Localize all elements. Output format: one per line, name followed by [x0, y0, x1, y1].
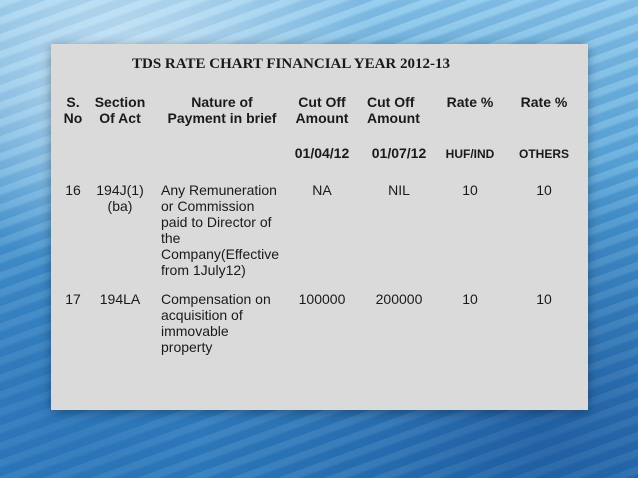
row-17-rate-1: 10 [462, 291, 478, 307]
row-17-section: 194LA [99, 291, 141, 307]
row-16-sno: 16 [65, 182, 81, 198]
header-sno: S. No [63, 94, 83, 126]
row-16-cutoff-2: NIL [388, 182, 410, 198]
chart-title: TDS RATE CHART FINANCIAL YEAR 2012-13 [132, 56, 450, 72]
subheader-rate-1-category: HUF/IND [445, 147, 495, 161]
header-cutoff-2: Cut Off Amount [367, 94, 420, 126]
row-16-nature: Any Remuneration or Commission paid to Director of the Company(Effective from 1July12) [161, 182, 280, 278]
header-section: Section Of Act [94, 94, 146, 126]
row-17-nature: Compensation on acquisition of immovable property [161, 291, 271, 355]
header-cutoff-1: Cut Off Amount [295, 94, 349, 126]
row-16-rate-1: 10 [462, 182, 478, 198]
header-nature: Nature of Payment in brief [167, 94, 277, 126]
row-16-section: 194J(1) (ba) [96, 182, 144, 214]
row-16-cutoff-1: NA [312, 182, 332, 198]
row-17-sno: 17 [65, 291, 81, 307]
row-17-cutoff-1: 100000 [298, 291, 346, 307]
slide-panel [51, 44, 588, 410]
subheader-cutoff-1-date: 01/04/12 [294, 145, 350, 161]
row-16-rate-2: 10 [536, 182, 552, 198]
header-rate-2: Rate % [520, 94, 568, 110]
header-rate-1: Rate % [446, 94, 494, 110]
row-17-cutoff-2: 200000 [375, 291, 423, 307]
row-17-rate-2: 10 [536, 291, 552, 307]
subheader-cutoff-2-date: 01/07/12 [371, 145, 427, 161]
subheader-rate-2-category: OTHERS [518, 147, 569, 161]
